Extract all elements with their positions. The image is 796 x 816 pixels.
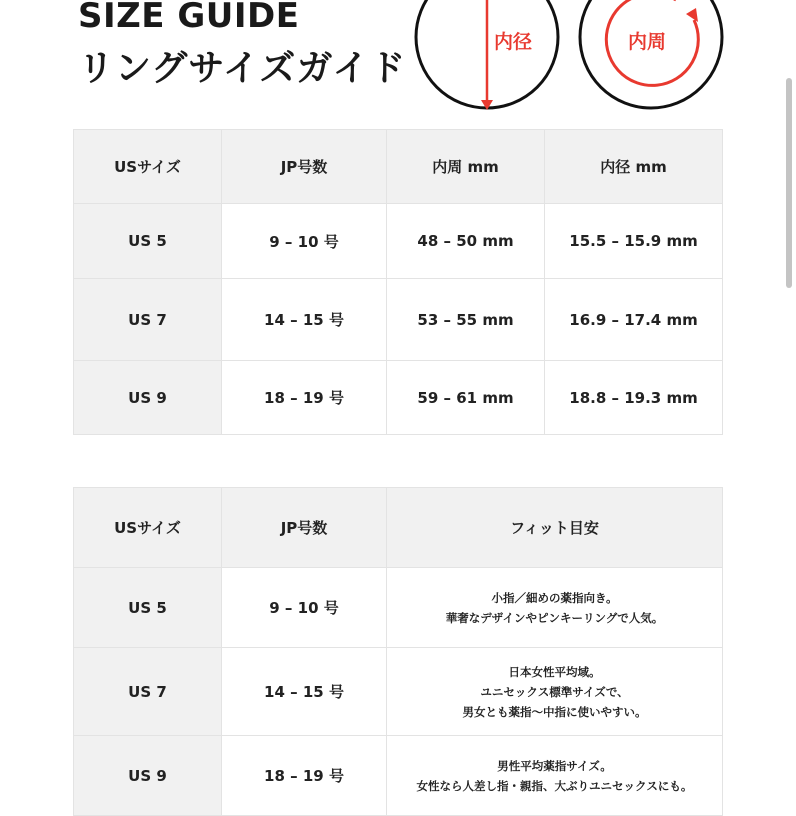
cell-jp-size: 18 – 19 号 [222, 736, 387, 816]
cell-us-size: US 7 [74, 279, 222, 361]
cell-jp-size: 9 – 10 号 [222, 204, 387, 279]
header-fit-guide: フィット目安 [387, 488, 723, 568]
cell-diameter: 16.9 – 17.4 mm [545, 279, 723, 361]
table-header-row [74, 488, 723, 568]
circumference-label: 内周 [628, 31, 667, 53]
title-en: SIZE GUIDE [78, 0, 300, 36]
fit-note-line: 華奢なデザインやピンキーリングで人気。 [445, 610, 664, 625]
size-table [73, 129, 723, 435]
header-diameter: 内径 mm [545, 130, 723, 204]
cell-jp-size: 14 – 15 号 [222, 279, 387, 361]
cell-diameter: 15.5 – 15.9 mm [545, 204, 723, 279]
table-row [74, 361, 723, 435]
header-jp-size: JP号数 [222, 130, 387, 204]
fit-note-line: ユニセックス標準サイズで、 [480, 684, 629, 699]
cell-circumference: 53 – 55 mm [387, 279, 545, 361]
fit-note-line: 小指／細めの薬指向き。 [491, 590, 618, 605]
header-us-size: USサイズ [74, 488, 222, 568]
header-us-size: USサイズ [74, 130, 222, 204]
cell-us-size: US 7 [74, 648, 222, 736]
cell-jp-size: 18 – 19 号 [222, 361, 387, 435]
table-row [74, 648, 723, 736]
cell-us-size: US 9 [74, 736, 222, 816]
table-row [74, 279, 723, 361]
title-jp: リングサイズガイド [78, 48, 407, 89]
table-header-row [74, 130, 723, 204]
table-row [74, 204, 723, 279]
cell-fit-note [387, 648, 723, 736]
scrollbar-thumb[interactable] [786, 78, 792, 288]
cell-fit-note [387, 568, 723, 648]
cell-circumference: 48 – 50 mm [387, 204, 545, 279]
cell-us-size: US 9 [74, 361, 222, 435]
fit-note-line: 男性平均薬指サイズ。 [497, 758, 612, 773]
cell-us-size: US 5 [74, 204, 222, 279]
cell-jp-size: 14 – 15 号 [222, 648, 387, 736]
diameter-label: 内径 [494, 31, 533, 53]
fit-note-line: 男女とも薬指〜中指に使いやすい。 [462, 704, 647, 719]
cell-fit-note [387, 736, 723, 816]
fit-table [73, 487, 723, 816]
header-circumference: 内周 mm [387, 130, 545, 204]
diameter-diagram [412, 0, 562, 112]
fit-note-line: 日本女性平均域。 [508, 664, 601, 679]
cell-circumference: 59 – 61 mm [387, 361, 545, 435]
fit-note-line: 女性なら人差し指・親指、大ぶりユニセックスにも。 [416, 778, 693, 793]
cell-jp-size: 9 – 10 号 [222, 568, 387, 648]
circumference-diagram [576, 0, 726, 112]
cell-us-size: US 5 [74, 568, 222, 648]
cell-diameter: 18.8 – 19.3 mm [545, 361, 723, 435]
table-row [74, 568, 723, 648]
header-jp-size: JP号数 [222, 488, 387, 568]
table-row [74, 736, 723, 816]
